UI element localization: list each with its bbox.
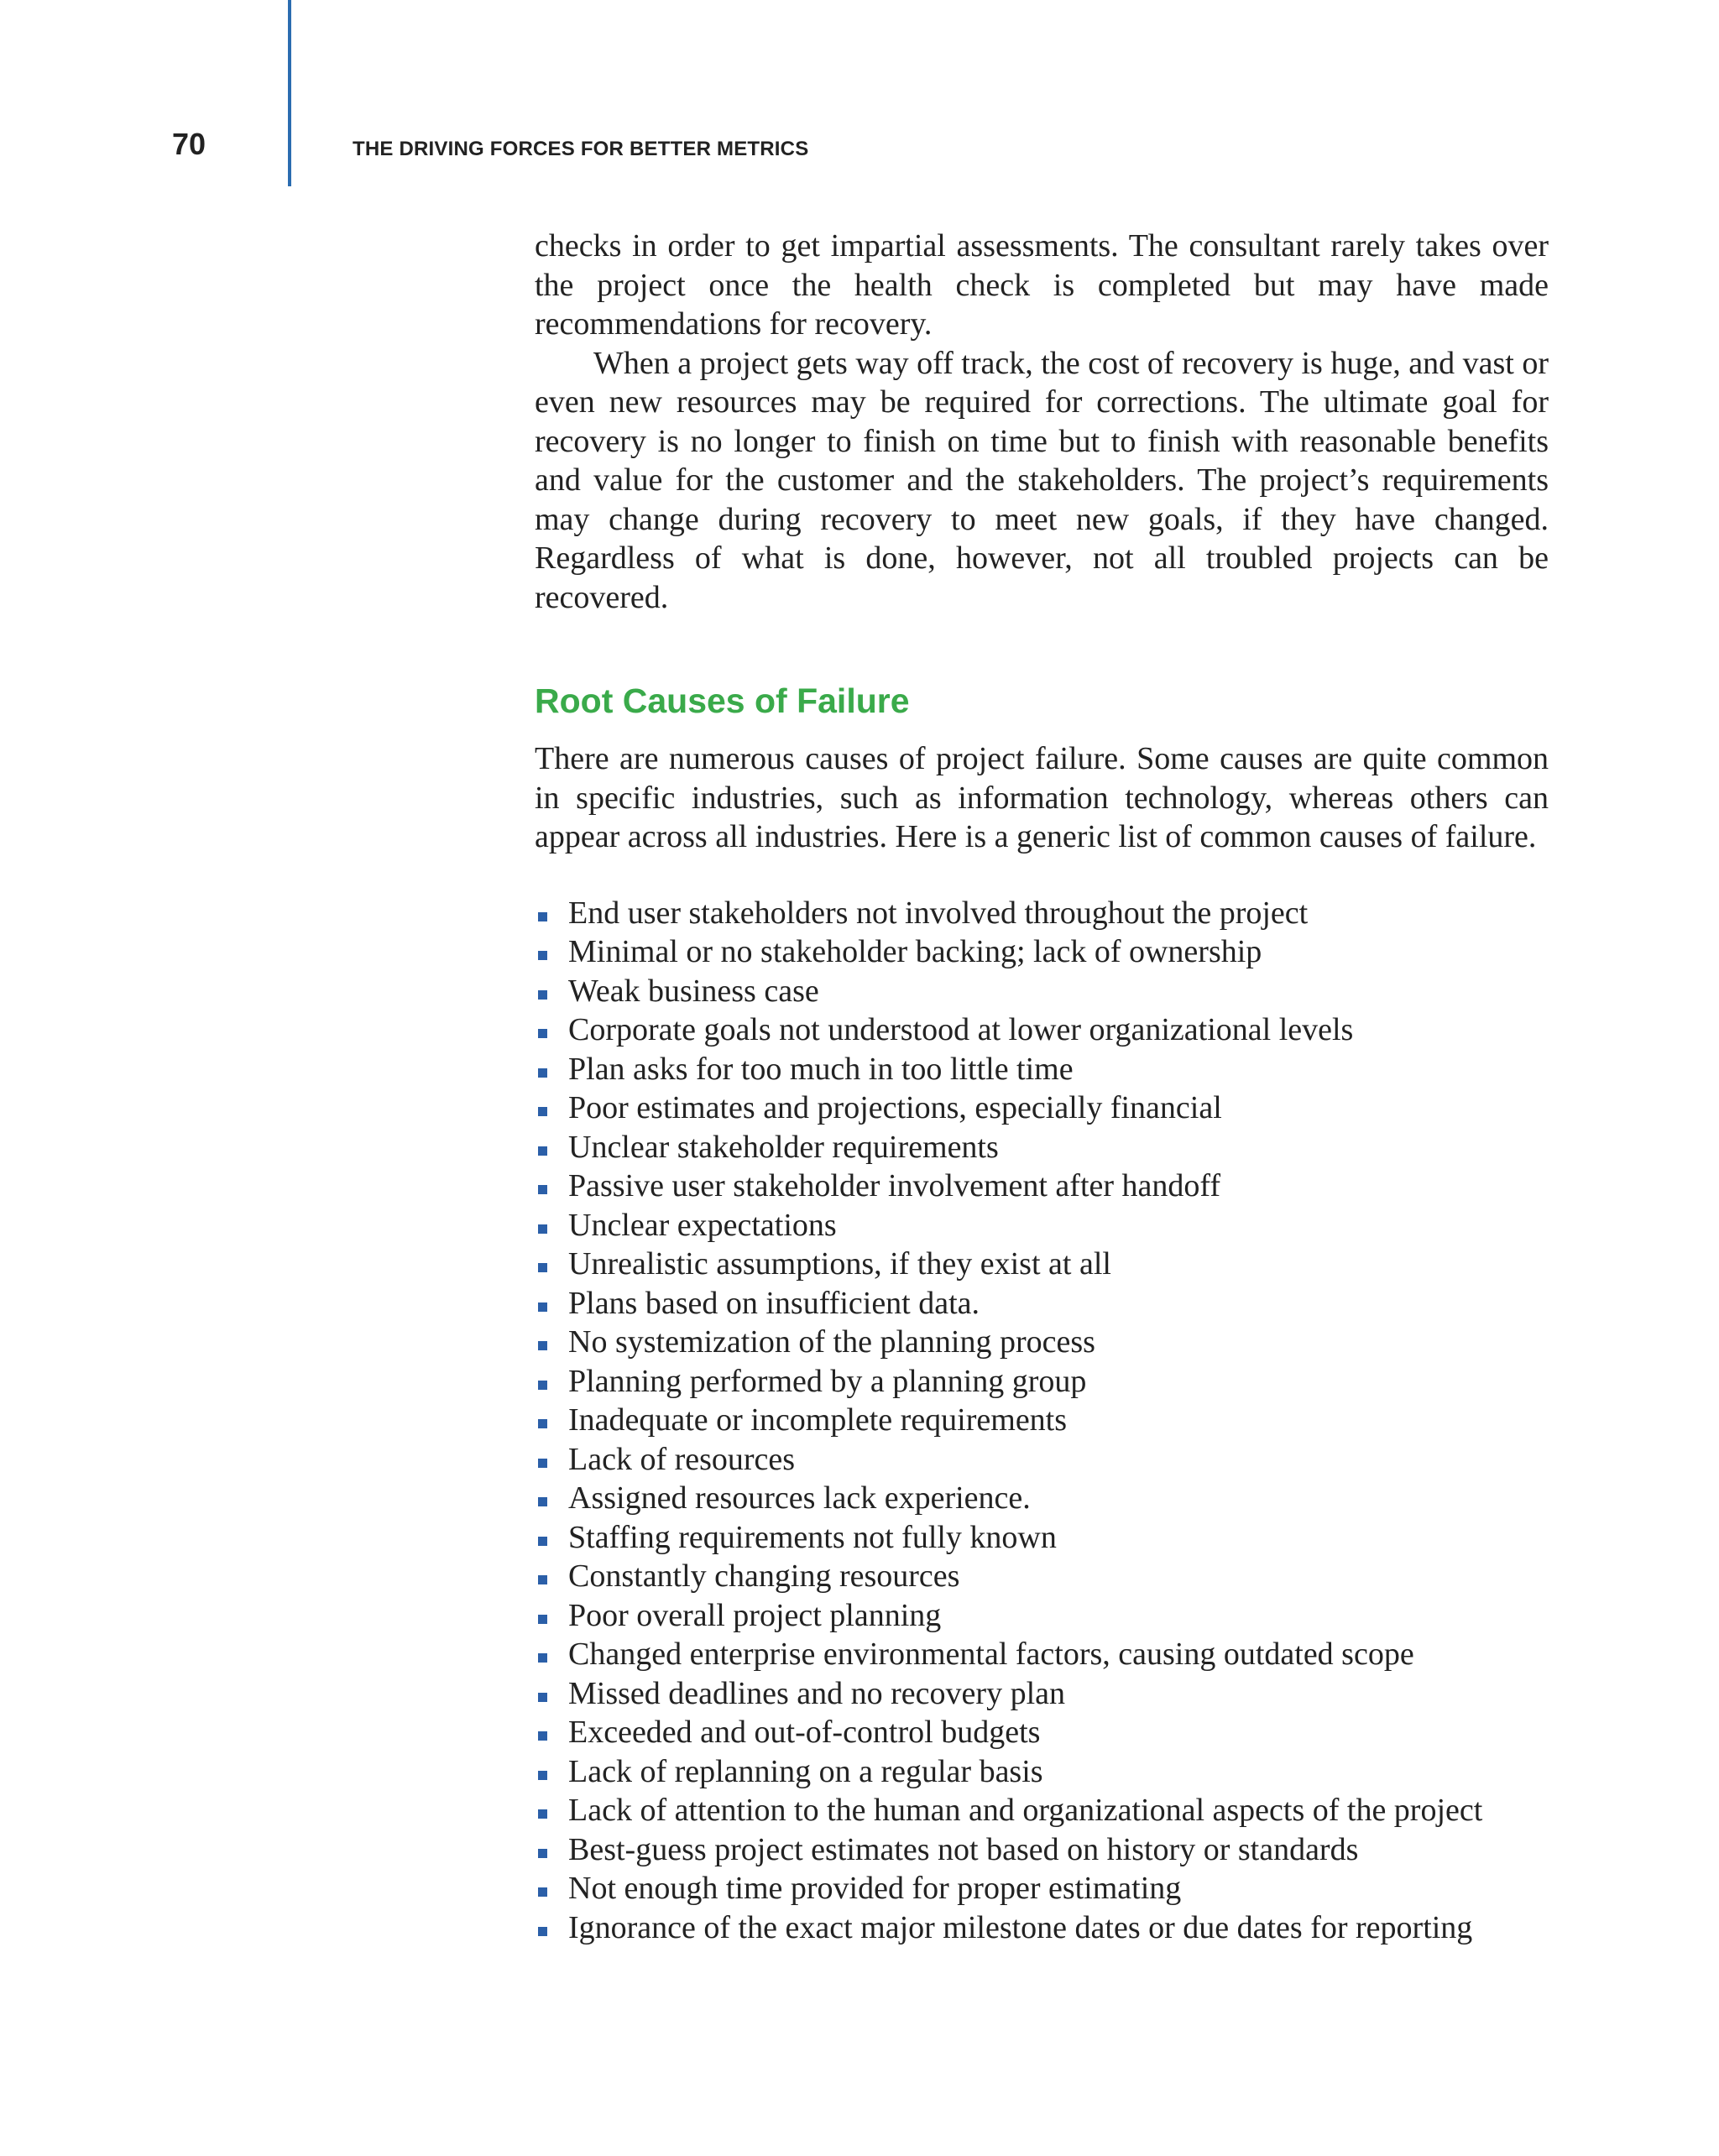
- list-item-text: Constantly changing resources: [568, 1558, 960, 1594]
- square-bullet-icon: [538, 951, 547, 960]
- list-item-text: Minimal or no stakeholder backing; lack of ownership: [568, 934, 1262, 969]
- list-item: [535, 1557, 1549, 1596]
- square-bullet-icon: [538, 1497, 547, 1506]
- list-item: [535, 1284, 1549, 1323]
- square-bullet-icon: [538, 1809, 547, 1819]
- square-bullet-icon: [538, 1771, 547, 1780]
- square-bullet-icon: [538, 1341, 547, 1350]
- list-item: [535, 1362, 1549, 1402]
- square-bullet-icon: [538, 1224, 547, 1234]
- square-bullet-icon: [538, 1263, 547, 1272]
- list-item: [535, 1674, 1549, 1714]
- square-bullet-icon: [538, 1302, 547, 1312]
- square-bullet-icon: [538, 1653, 547, 1663]
- square-bullet-icon: [538, 1615, 547, 1624]
- square-bullet-icon: [538, 1575, 547, 1584]
- square-bullet-icon: [538, 1887, 547, 1897]
- list-item: [535, 1440, 1549, 1480]
- list-item-text: Not enough time provided for proper estimating: [568, 1871, 1182, 1906]
- page-number: 70: [172, 127, 206, 161]
- list-item-text: Plans based on insufficient data.: [568, 1285, 980, 1321]
- list-item-text: Assigned resources lack experience.: [568, 1480, 1031, 1516]
- causes-list: [535, 894, 1549, 1948]
- list-item-text: Poor estimates and projections, especially financial: [568, 1090, 1222, 1125]
- paragraph-3: There are numerous causes of project failure. Some causes are quite common in specific industries, such as information technology, whereas others can appear across all industries. Here is a generic list of common causes of failure.: [535, 741, 1549, 854]
- list-item: [535, 1167, 1549, 1206]
- list-item: [535, 1830, 1549, 1870]
- list-item: [535, 1713, 1549, 1752]
- square-bullet-icon: [538, 912, 547, 921]
- list-item-text: End user stakeholders not involved throughout the project: [568, 895, 1309, 931]
- list-item: [535, 1635, 1549, 1674]
- list-item-text: Unclear expectations: [568, 1207, 837, 1243]
- main-content: [535, 227, 1549, 1947]
- square-bullet-icon: [538, 990, 547, 1000]
- square-bullet-icon: [538, 1185, 547, 1194]
- list-item: [535, 1050, 1549, 1089]
- square-bullet-icon: [538, 1068, 547, 1078]
- list-item: [535, 1323, 1549, 1362]
- list-item-text: Unclear stakeholder requirements: [568, 1129, 999, 1165]
- header-vertical-rule: [288, 0, 291, 186]
- list-item-text: Lack of attention to the human and organizational aspects of the project: [568, 1793, 1483, 1828]
- list-item-text: Plan asks for too much in too little time: [568, 1051, 1074, 1087]
- list-item: [535, 1245, 1549, 1284]
- square-bullet-icon: [538, 1849, 547, 1858]
- square-bullet-icon: [538, 1537, 547, 1546]
- square-bullet-icon: [538, 1419, 547, 1428]
- list-item-text: Passive user stakeholder involvement after handoff: [568, 1168, 1221, 1203]
- list-item-text: Staffing requirements not fully known: [568, 1519, 1057, 1555]
- square-bullet-icon: [538, 1731, 547, 1741]
- list-item: [535, 1128, 1549, 1167]
- square-bullet-icon: [538, 1693, 547, 1702]
- list-item-text: Best-guess project estimates not based on history or standards: [568, 1831, 1359, 1867]
- list-item-text: Changed enterprise environmental factors, causing outdated scope: [568, 1637, 1414, 1672]
- list-item: [535, 894, 1549, 933]
- list-item: [535, 1479, 1549, 1518]
- square-bullet-icon: [538, 1927, 547, 1936]
- list-item: [535, 1596, 1549, 1636]
- paragraph-2: When a project gets way off track, the cost of recovery is huge, and vast or even new resources may be required for corrections. The ultimate goal for recovery is no longer to finish on time but to finish with reasonable benefits and value for the customer and the stakeholders. The project’s requirements may change during recovery to meet new goals, if they have changed. Regardless of what is done, however, not all troubled projects can be recovered.: [535, 345, 1549, 615]
- list-item: [535, 1206, 1549, 1245]
- list-item: [535, 1518, 1549, 1558]
- list-item-text: Exceeded and out-of-control budgets: [568, 1715, 1041, 1750]
- list-item-text: Poor overall project planning: [568, 1597, 942, 1633]
- running-head: THE DRIVING FORCES FOR BETTER METRICS: [353, 138, 809, 160]
- square-bullet-icon: [538, 1107, 547, 1116]
- square-bullet-icon: [538, 1146, 547, 1156]
- list-item-text: No systemization of the planning process: [568, 1324, 1095, 1360]
- list-item-text: Missed deadlines and no recovery plan: [568, 1675, 1065, 1711]
- list-item: [535, 1791, 1549, 1830]
- section-heading: Root Causes of Failure: [535, 681, 910, 720]
- list-item-text: Lack of replanning on a regular basis: [568, 1753, 1043, 1789]
- list-item-text: Lack of resources: [568, 1441, 796, 1477]
- list-item: [535, 932, 1549, 972]
- list-item: [535, 1088, 1549, 1128]
- list-item-text: Unrealistic assumptions, if they exist at all: [568, 1246, 1111, 1282]
- list-item: [535, 1752, 1549, 1792]
- list-item-text: Planning performed by a planning group: [568, 1363, 1087, 1399]
- square-bullet-icon: [538, 1459, 547, 1468]
- list-item-text: Ignorance of the exact major milestone dates or due dates for reporting: [568, 1909, 1473, 1945]
- list-item: [535, 1010, 1549, 1050]
- square-bullet-icon: [538, 1381, 547, 1390]
- square-bullet-icon: [538, 1029, 547, 1038]
- list-item-text: Inadequate or incomplete requirements: [568, 1402, 1068, 1438]
- list-item-text: Corporate goals not understood at lower organizational levels: [568, 1012, 1354, 1047]
- list-item: [535, 1401, 1549, 1440]
- paragraph-1: checks in order to get impartial assessments. The consultant rarely takes over the project once the health check is completed but may have made recommendations for recovery.: [535, 228, 1549, 342]
- list-item-text: Weak business case: [568, 973, 819, 1009]
- list-item: [535, 1869, 1549, 1908]
- list-item: [535, 972, 1549, 1011]
- list-item: [535, 1908, 1549, 1948]
